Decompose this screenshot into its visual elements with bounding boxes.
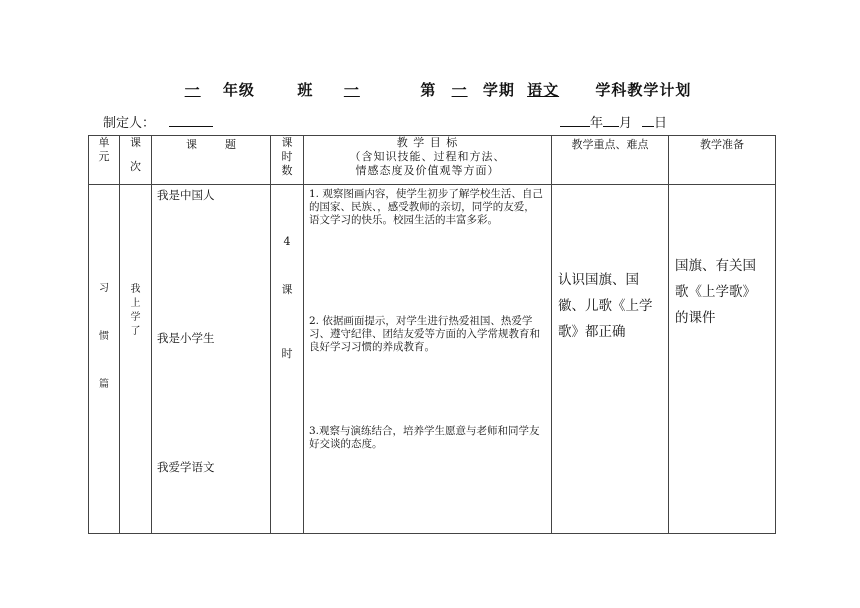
unit-char: 篇 xyxy=(99,379,109,390)
header-hours: 课 时 数 xyxy=(271,136,304,185)
goals-cell xyxy=(304,185,552,534)
author-label: 制定人： xyxy=(103,116,156,131)
topic-item: 我是中国人 xyxy=(157,188,215,202)
prep-cell xyxy=(669,185,776,534)
date-month-label: 月 xyxy=(619,116,633,131)
header-key-points: 教学重点、难点 xyxy=(552,136,669,185)
hours-number: 4 xyxy=(283,235,291,248)
topic-item: 我爱学语文 xyxy=(157,460,215,474)
term-prefix: 第 xyxy=(420,81,437,99)
author-blank xyxy=(169,114,213,127)
title-suffix: 学科教学计划 xyxy=(595,81,692,99)
lesson-char: 学 xyxy=(130,312,141,323)
key-points-text: 认识国旗、国徽、儿歌《上学歌》都正确 xyxy=(558,272,653,340)
unit-char: 惯 xyxy=(99,331,109,342)
lesson-char: 上 xyxy=(130,298,141,309)
hours-char: 时 xyxy=(281,347,293,360)
key-points-cell xyxy=(552,185,669,534)
header-unit: 单 元 xyxy=(89,136,120,185)
date-line xyxy=(560,112,667,131)
lesson-char: 我 xyxy=(130,284,141,295)
author-line xyxy=(103,112,213,131)
date-day-label: 日 xyxy=(654,116,668,131)
teaching-plan-table xyxy=(88,135,776,534)
header-prep: 教学准备 xyxy=(669,136,776,185)
header-goals: 教 学 目 标 （含知识技能、过程和方法、 情感态度及价值观等方面） xyxy=(304,136,552,185)
prep-text: 国旗、有关国歌《上学歌》的课件 xyxy=(675,258,756,326)
goal-item: 3.观察与演练结合，培养学生愿意与老师和同学友好交谈的态度。 xyxy=(309,425,540,450)
hours-cell xyxy=(271,185,304,534)
grade-label: 年级 xyxy=(222,81,255,99)
content-row xyxy=(89,185,776,534)
class-label: 班 xyxy=(297,81,314,99)
date-year-label: 年 xyxy=(590,116,604,131)
document-title xyxy=(0,79,860,100)
header-row xyxy=(89,136,776,185)
header-lesson-no: 课 次 xyxy=(120,136,152,185)
goal-item: 1. 观察图画内容，使学生初步了解学校生活、自己的国家、民族、，感受教师的亲切，同学的友爱，语文学习的快乐。校园生活的丰富多彩。 xyxy=(309,188,543,226)
unit-cell xyxy=(89,185,120,534)
hours-char: 课 xyxy=(281,283,293,296)
grade-value: 一 xyxy=(184,81,201,99)
header-topic: 课 题 xyxy=(152,136,271,185)
lesson-char: 了 xyxy=(130,326,141,337)
term-label: 学期 xyxy=(482,81,515,99)
unit-char: 习 xyxy=(99,283,109,294)
class-value: 一 xyxy=(343,81,360,99)
term-value: 一 xyxy=(451,81,468,99)
topic-item: 我是小学生 xyxy=(157,331,215,345)
subject-value: 语文 xyxy=(527,81,560,99)
goal-item: 2. 依据画面提示，对学生进行热爱祖国、热爱学习、遵守纪律、团结友爱等方面的入学常规教育和良好学习习惯的养成教育。 xyxy=(309,315,540,353)
lesson-cell xyxy=(120,185,152,534)
topics-cell xyxy=(152,185,271,534)
